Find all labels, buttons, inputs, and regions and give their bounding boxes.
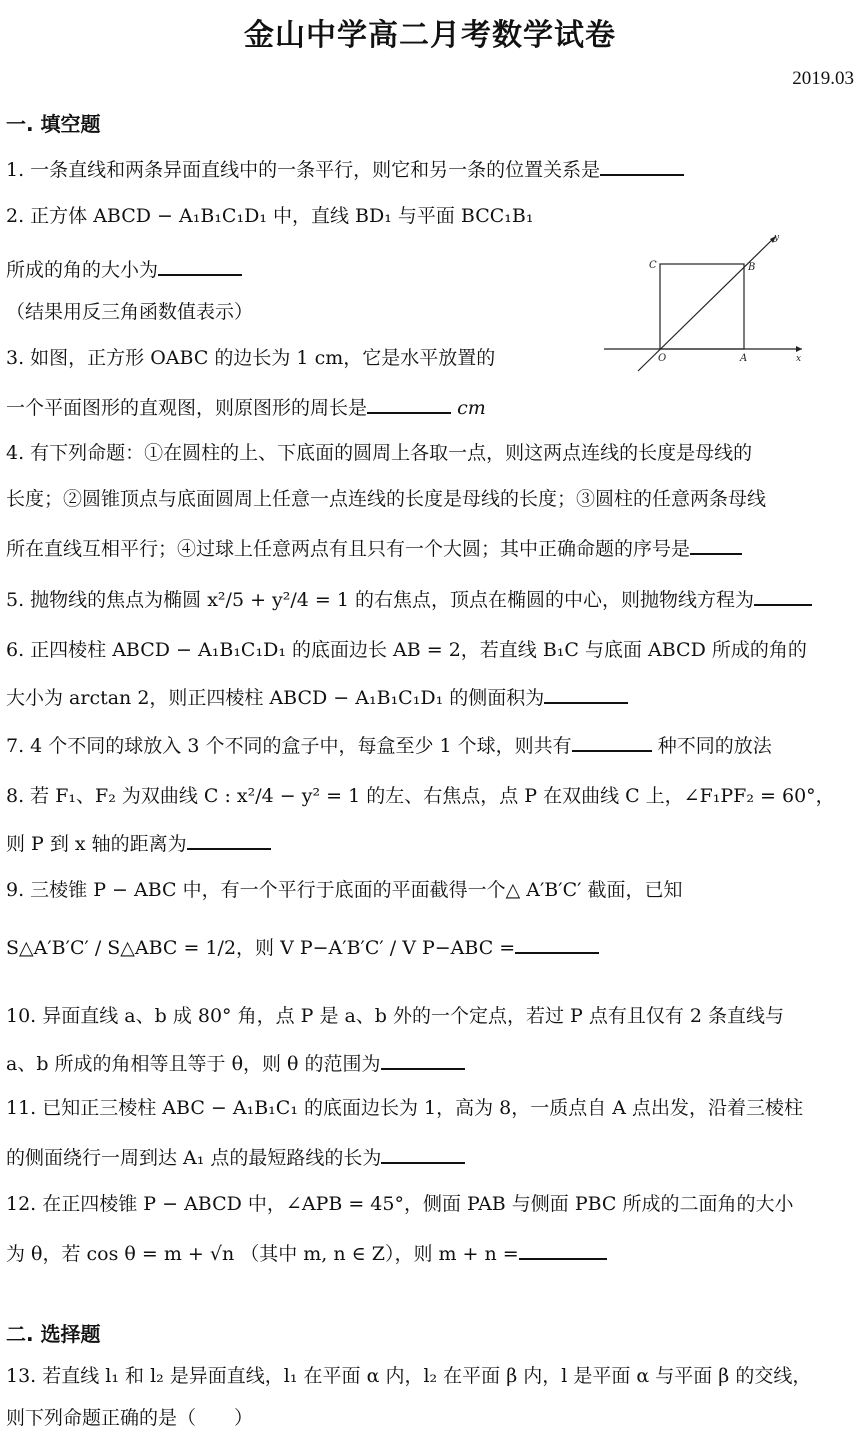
q8-line2: 则 P 到 x 轴的距离为 bbox=[6, 830, 271, 856]
answer-blank[interactable] bbox=[515, 934, 599, 954]
y-axis bbox=[638, 236, 776, 371]
label-B: B bbox=[748, 262, 756, 273]
q5-line: 5. 抛物线的焦点为椭圆 x²/5 + y²/4 = 1 的右焦点，顶点在椭圆的中心，则抛物线方程为 bbox=[6, 586, 812, 612]
unit-cm: cm bbox=[457, 397, 486, 419]
label-O: O bbox=[658, 353, 667, 364]
q12-line1: 12. 在正四棱锥 P − ABCD 中，∠APB = 45°，侧面 PAB 与侧面 PBC 所成的二面角的大小 bbox=[6, 1193, 794, 1215]
q2-line2: 所成的角的大小为 bbox=[6, 256, 242, 282]
q11-line2: 的侧面绕行一周到达 A₁ 点的最短路线的长为 bbox=[6, 1144, 465, 1170]
answer-blank[interactable] bbox=[754, 586, 812, 606]
label-A: A bbox=[740, 353, 748, 364]
q11-line1: 11. 已知正三棱柱 ABC − A₁B₁C₁ 的底面边长为 1，高为 8，一质点自 A 点出发，沿着三棱柱 bbox=[6, 1097, 804, 1119]
answer-blank[interactable] bbox=[187, 830, 271, 850]
label-C: C bbox=[649, 260, 657, 271]
q1-line: 1. 一条直线和两条异面直线中的一条平行，则它和另一条的位置关系是 bbox=[6, 156, 684, 182]
exam-date: 2019.03 bbox=[792, 68, 854, 89]
q6-line1: 6. 正四棱柱 ABCD − A₁B₁C₁D₁ 的底面边长 AB = 2，若直线 B₁C 与底面 ABCD 所成的角的 bbox=[6, 639, 807, 661]
square-oabc bbox=[660, 264, 744, 349]
answer-blank[interactable] bbox=[572, 732, 652, 752]
q10-line1: 10. 异面直线 a、b 成 80° 角，点 P 是 a、b 外的一个定点，若过 P 点有且仅有 2 条直线与 bbox=[6, 1005, 785, 1027]
answer-blank[interactable] bbox=[381, 1050, 465, 1070]
q3-line1: 3. 如图，正方形 OABC 的边长为 1 cm，它是水平放置的 bbox=[6, 347, 496, 369]
answer-blank[interactable] bbox=[158, 256, 242, 276]
answer-blank[interactable] bbox=[690, 535, 742, 555]
answer-blank[interactable] bbox=[600, 156, 684, 176]
label-x: x bbox=[796, 354, 802, 364]
q8-line1: 8. 若 F₁、F₂ 为双曲线 C : x²/4 − y² = 1 的左、右焦点，点 P 在双曲线 C 上，∠F₁PF₂ = 60°， bbox=[6, 785, 835, 807]
oblique-square-figure bbox=[600, 228, 810, 376]
q6-line2: 大小为 arctan 2，则正四棱柱 ABCD − A₁B₁C₁D₁ 的侧面积为 bbox=[6, 684, 628, 710]
answer-blank[interactable] bbox=[367, 394, 451, 414]
q2-line1: 2. 正方体 ABCD − A₁B₁C₁D₁ 中，直线 BD₁ 与平面 BCC₁B₁ bbox=[6, 205, 534, 227]
q13-line2: 则下列命题正确的是（ ） bbox=[6, 1407, 254, 1429]
section-multiple-choice: 二. 选择题 bbox=[6, 1322, 101, 1346]
answer-blank[interactable] bbox=[381, 1144, 465, 1164]
q12-line2: 为 θ，若 cos θ = m + √n （其中 m, n ∈ Z），则 m + n = bbox=[6, 1240, 607, 1266]
q13-line1: 13. 若直线 l₁ 和 l₂ 是异面直线，l₁ 在平面 α 内，l₂ 在平面 β 内，l 是平面 α 与平面 β 的交线， bbox=[6, 1365, 812, 1387]
q3-line2: 一个平面图形的直观图，则原图形的周长是 cm bbox=[6, 394, 486, 420]
label-y: y bbox=[774, 233, 780, 243]
q2-note: （结果用反三角函数值表示） bbox=[6, 301, 254, 323]
answer-blank[interactable] bbox=[544, 684, 628, 704]
q10-line2: a、b 所成的角相等且等于 θ，则 θ 的范围为 bbox=[6, 1050, 465, 1076]
q4-line2: 长度；②圆锥顶点与底面圆周上任意一点连线的长度是母线的长度；③圆柱的任意两条母线 bbox=[6, 488, 767, 510]
section-fill-blank: 一. 填空题 bbox=[6, 112, 101, 136]
q4-line3: 所在直线互相平行；④过球上任意两点有且只有一个大圆；其中正确命题的序号是 bbox=[6, 535, 742, 561]
q9-line1: 9. 三棱锥 P − ABC 中，有一个平行于底面的平面截得一个△ A′B′C′ 截面，已知 bbox=[6, 879, 683, 901]
q4-line1: 4. 有下列命题：①在圆柱的上、下底面的圆周上各取一点，则这两点连线的长度是母线的 bbox=[6, 442, 753, 464]
x-axis-arrow-icon bbox=[796, 346, 802, 352]
q7-line: 7. 4 个不同的球放入 3 个不同的盒子中，每盒至少 1 个球，则共有 种不同的放法 bbox=[6, 732, 772, 758]
q9-line2: S△A′B′C′ / S△ABC = 1/2，则 V P−A′B′C′ / V P−ABC = bbox=[6, 934, 599, 960]
exam-title: 金山中学高二月考数学试卷 bbox=[244, 18, 616, 53]
answer-blank[interactable] bbox=[519, 1240, 607, 1260]
